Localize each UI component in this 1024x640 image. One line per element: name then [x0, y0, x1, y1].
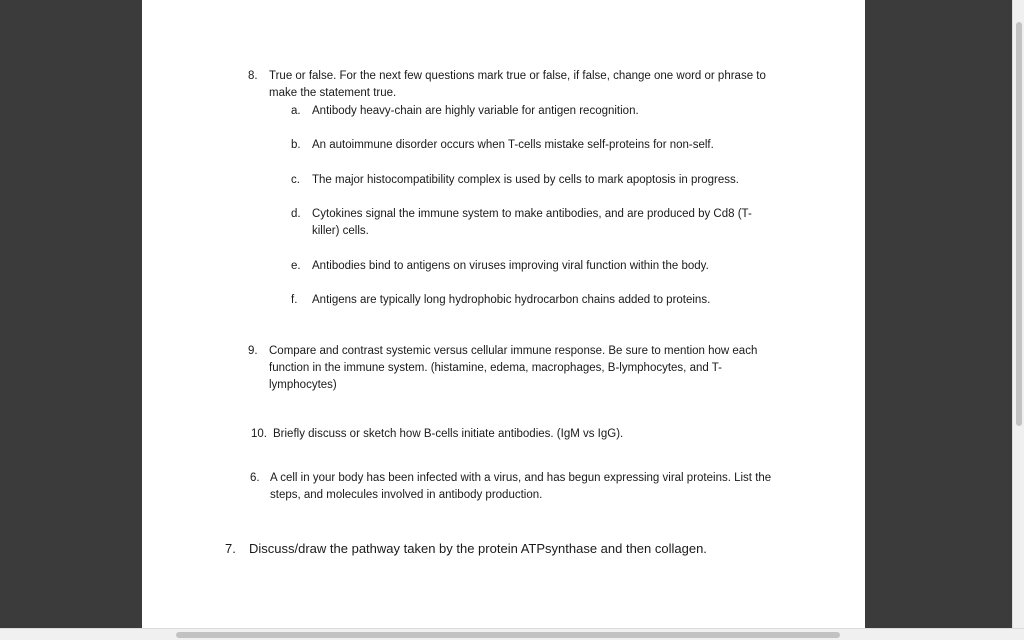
question-8	[248, 68, 788, 308]
question-text: Compare and contrast systemic versus cellular immune response. Be sure to mention how each function in the immune system. (histamine, edema, macrophages, B-lymphocytes, and T-lymphocytes)	[269, 345, 758, 391]
item-text: Antibody heavy-chain are highly variable for antigen recognition.	[312, 105, 639, 117]
item-letter: a.	[291, 105, 301, 117]
vertical-scrollbar[interactable]	[1012, 0, 1024, 628]
question-number: 8.	[248, 70, 258, 82]
question-text: Briefly discuss or sketch how B-cells initiate antibodies. (IgM vs IgG).	[273, 428, 624, 440]
item-letter: f.	[291, 294, 298, 306]
question-number: 10.	[251, 428, 267, 440]
question-7	[225, 540, 825, 560]
question-9	[248, 343, 788, 395]
item-letter: e.	[291, 260, 301, 272]
question-text: True or false. For the next few questions mark true or false, if false, change one word or phrase to make the statement true.	[269, 70, 766, 99]
document-page	[142, 0, 865, 628]
question-text: Discuss/draw the pathway taken by the protein ATPsynthase and then collagen.	[249, 541, 707, 556]
item-text: Antigens are typically long hydrophobic hydrocarbon chains added to proteins.	[312, 294, 711, 306]
item-text: The major histocompatibility complex is used by cells to mark apoptosis in progress.	[312, 174, 739, 186]
item-text: Antibodies bind to antigens on viruses improving viral function within the body.	[312, 260, 709, 272]
horizontal-scrollbar-thumb[interactable]	[176, 632, 840, 638]
question-10	[251, 426, 791, 444]
question-6	[250, 470, 790, 506]
vertical-scrollbar-thumb[interactable]	[1016, 22, 1022, 426]
item-letter: d.	[291, 208, 301, 220]
item-text: An autoimmune disorder occurs when T-cells mistake self-proteins for non-self.	[312, 139, 714, 151]
item-letter: c.	[291, 174, 300, 186]
question-number: 7.	[225, 541, 236, 556]
question-number: 6.	[250, 472, 260, 484]
horizontal-scrollbar[interactable]	[0, 628, 1024, 640]
question-number: 9.	[248, 345, 258, 357]
item-text: Cytokines signal the immune system to make antibodies, and are produced by Cd8 (T-killer) cells.	[312, 208, 752, 237]
item-letter: b.	[291, 139, 301, 151]
question-text: A cell in your body has been infected with a virus, and has begun expressing viral proteins. List the steps, and molecules involved in antibody production.	[270, 472, 772, 501]
